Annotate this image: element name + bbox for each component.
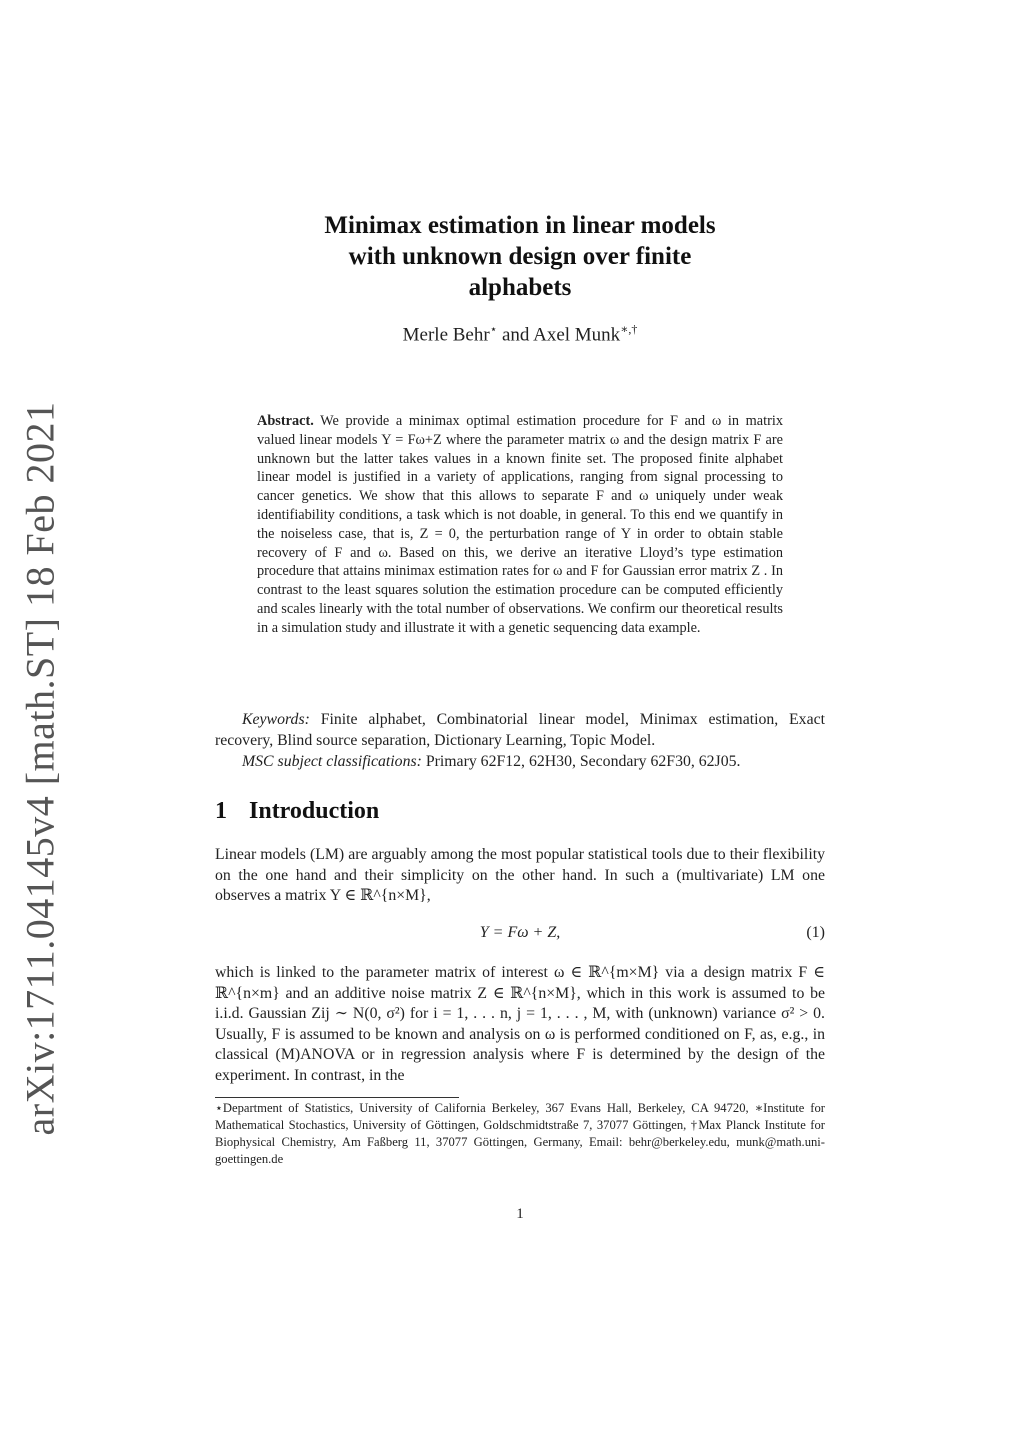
title-line-2: with unknown design over finite bbox=[348, 243, 692, 270]
arxiv-identifier-stamp bbox=[10, 400, 70, 1136]
author-munk: and Axel Munk bbox=[497, 324, 621, 346]
keywords-label: Keywords: bbox=[242, 711, 310, 728]
title-line-1: Minimax estimation in linear models bbox=[324, 212, 716, 239]
msc-text: Primary 62F12, 62H30, Secondary 62F30, 62J05. bbox=[421, 753, 741, 770]
equation-1 bbox=[215, 924, 825, 948]
msc-classifications bbox=[215, 751, 825, 772]
keywords-text: Finite alphabet, Combinatorial linear model, Minimax estimation, Exact recovery, Blind source separation, Dictionary Learning, Topic Model. bbox=[215, 711, 825, 749]
paper-title bbox=[215, 210, 825, 303]
section-number: 1 bbox=[215, 798, 227, 824]
abstract bbox=[257, 412, 783, 638]
footnote-rule bbox=[215, 1097, 459, 1098]
title-line-3: alphabets bbox=[468, 274, 572, 301]
page-number: 1 bbox=[516, 1206, 524, 1222]
section-title-text: Introduction bbox=[249, 798, 380, 824]
msc-label: MSC subject classifications: bbox=[242, 753, 422, 770]
equation-text: Y = Fω + Z, bbox=[479, 924, 561, 941]
abstract-label: Abstract. bbox=[257, 413, 314, 429]
equation-number: (1) bbox=[806, 924, 825, 941]
author-behr-mark: ⋆ bbox=[489, 322, 498, 336]
arxiv-id-text: arXiv:1711.04145v4 [math.ST] 18 Feb 2021 bbox=[17, 400, 63, 1136]
affiliations-footnote: ⋆Department of Statistics, University of California Berkeley, 367 Evans Hall, Berkeley, CA 94720, ∗Institute for Mathematical Stochastics, University of Göttingen, Goldschmidtstraße 7, 37077 Göttingen, †Max Planck Institute for Biophysical Chemistry, Am Faßberg 11, 37077 Göttingen, Germany, Email: behr@berkeley.edu, munk@math.uni-goettingen.de bbox=[215, 1101, 825, 1166]
intro-paragraph-2: which is linked to the parameter matrix of interest ω ∈ ℝ^{m×M} via a design matrix F ∈ ℝ^{n×m} and an additive noise matrix Z ∈ ℝ^{n×M}, which in this work is assumed to be i.i.d. Gaussian Zij ∼ N(0, σ²) for i = 1, . . . n, j = 1, . . . , M, with (unknown) variance σ² > 0. Usually, F is assumed to be known and analysis on ω is performed conditioned on F, as, e.g., in classical (M)ANOVA or in regression analysis where F is determined by the design of the experiment. In contrast, in the bbox=[215, 964, 825, 1084]
abstract-text: We provide a minimax optimal estimation procedure for F and ω in matrix valued linear models Y = Fω+Z where the parameter matrix ω and the design matrix F are unknown but the latter takes values in a known finite set. The proposed finite alphabet linear model is justified in a variety of applications, ranging from signal processing to cancer genetics. We show that this allows to separate F and ω uniquely under weak identifiability conditions, a task which is not doable, in general. To this end we quantify in the noiseless case, that is, Z = 0, the perturbation range of Y in order to obtain stable recovery of F and ω. Based on this, we derive an iterative Lloyd’s type estimation procedure that attains minimax estimation rates for ω and F for Gaussian error matrix Z . In contrast to the least squares solution the estimation procedure can be computed efficiently and scales linearly with the total number of observations. We confirm our theoretical results in a simulation study and illustrate it with a genetic sequencing data example. bbox=[257, 413, 783, 636]
section-heading bbox=[215, 798, 379, 825]
intro-paragraph-1: Linear models (LM) are arguably among the most popular statistical tools due to their flexibility on the one hand and their simplicity on the other hand. In such a (multivariate) LM one observes a matrix Y ∈ ℝ^{n×M}, bbox=[215, 846, 825, 905]
author-munk-mark: ∗,† bbox=[620, 322, 638, 336]
keywords bbox=[215, 709, 825, 751]
author-behr: Merle Behr bbox=[402, 324, 490, 346]
author-list bbox=[215, 322, 825, 346]
